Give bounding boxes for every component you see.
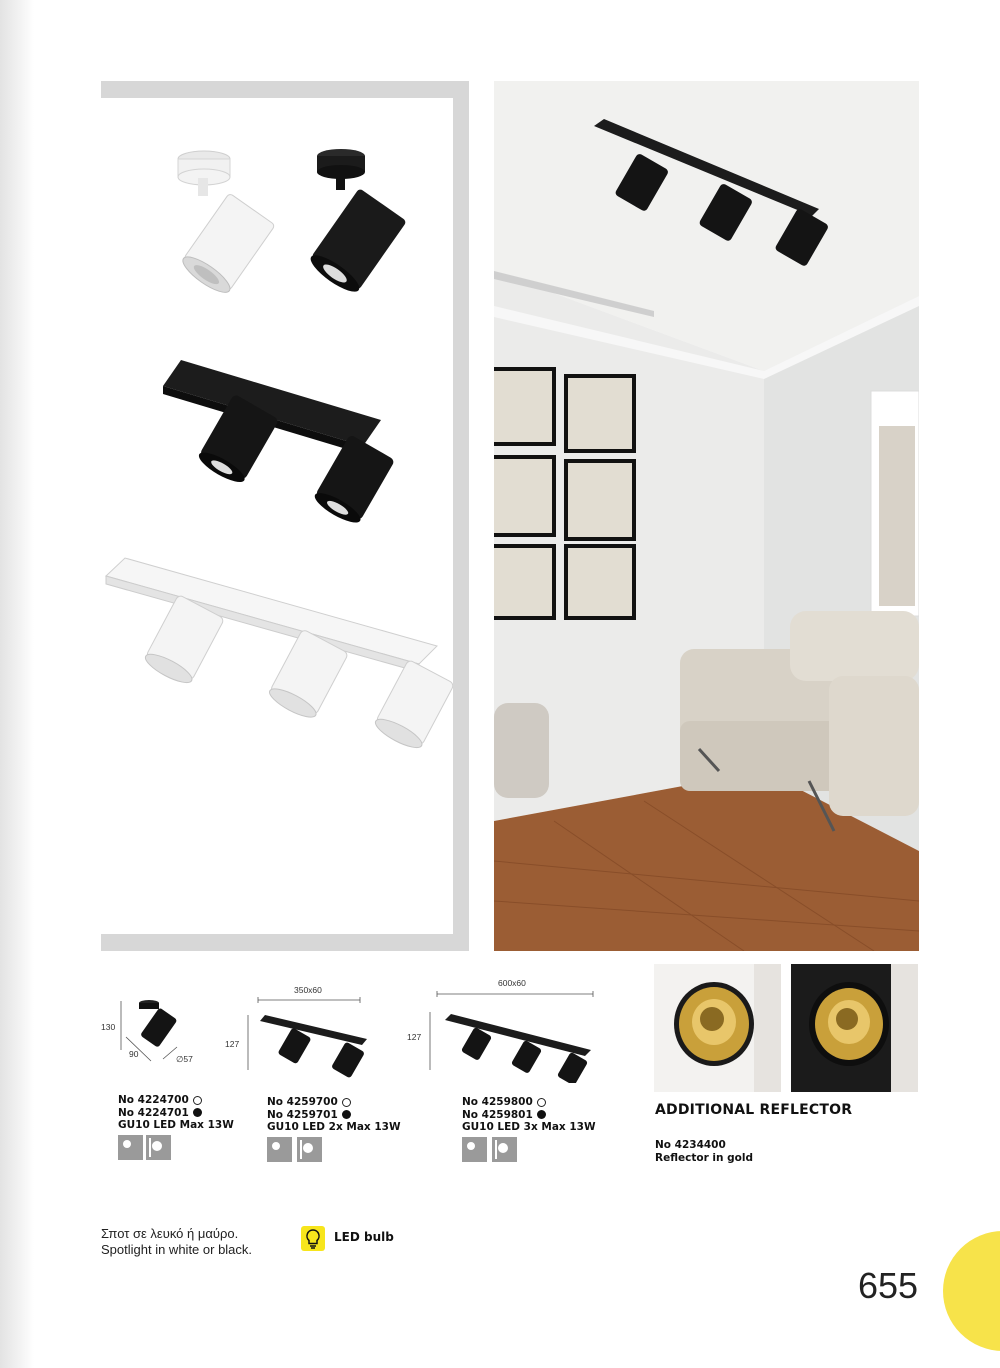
frame-border-right <box>453 81 469 951</box>
page-edge-shadow <box>0 0 34 1368</box>
product-1-height-dimension: 130 <box>101 1022 116 1032</box>
product-3-dimension-drawing <box>425 988 600 1083</box>
product-3-code-black: No 4259801 <box>462 1108 533 1121</box>
product-2-code-white: No 4259700 <box>267 1096 338 1108</box>
product-2-bulb: GU10 LED 2x Max 13W <box>267 1121 401 1133</box>
room-photo <box>494 81 919 951</box>
product-3-size-dimension: 600x60 <box>498 978 526 988</box>
product-3-height-dimension: 127 <box>407 1032 422 1042</box>
page-tab-marker <box>943 1231 1000 1351</box>
single-spot-black-image <box>306 149 407 297</box>
product-1-spec <box>118 1094 234 1132</box>
reflector-title: ADDITIONAL REFLECTOR <box>655 1102 853 1118</box>
product-1-code-white: No 4224700 <box>118 1094 189 1106</box>
description-greek: Σποτ σε λευκό ή μαύρο. <box>101 1226 239 1241</box>
black-finish-icon <box>537 1110 546 1119</box>
single-spot-white-image <box>178 151 275 298</box>
triple-spot-white-image <box>106 558 453 753</box>
product-3-code-white: No 4259800 <box>462 1096 533 1108</box>
frame-border-top <box>101 81 469 98</box>
product-2-height-dimension: 127 <box>225 1039 240 1049</box>
reflector-description: Reflector in gold <box>655 1152 753 1164</box>
frame-border-bottom <box>101 934 469 951</box>
product-1-dimension-drawing <box>101 995 211 1065</box>
adjustable-spot-icon <box>492 1137 517 1162</box>
product-2-spec <box>267 1096 401 1134</box>
product-2-size-dimension: 350x60 <box>294 985 322 995</box>
reflector-info <box>655 1139 753 1165</box>
reflector-code: No 4234400 <box>655 1139 726 1151</box>
ceiling-mount-icon <box>118 1135 143 1160</box>
product-3-bulb: GU10 LED 3x Max 13W <box>462 1121 596 1133</box>
white-finish-icon <box>342 1098 351 1107</box>
product-1-code-black: No 4224701 <box>118 1106 189 1119</box>
white-finish-icon <box>537 1098 546 1107</box>
product-3-spec <box>462 1096 596 1134</box>
product-1-bulb: GU10 LED Max 13W <box>118 1119 234 1131</box>
reflector-white-photo <box>654 964 781 1092</box>
lightbulb-icon <box>301 1226 325 1251</box>
product-2-dimension-drawing <box>240 995 370 1080</box>
white-finish-icon <box>193 1096 202 1105</box>
product-2-code-black: No 4259701 <box>267 1108 338 1121</box>
product-1-width-dimension: 90 <box>129 1049 139 1059</box>
description-english: Spotlight in white or black. <box>101 1242 253 1257</box>
black-finish-icon <box>342 1110 351 1119</box>
double-spot-black-image <box>163 360 395 528</box>
product-1-diameter-dimension: ∅57 <box>176 1054 193 1064</box>
ceiling-mount-icon <box>267 1137 292 1162</box>
product-description <box>101 1226 252 1258</box>
adjustable-spot-icon <box>297 1137 322 1162</box>
page-number: 655 <box>858 1265 919 1306</box>
product-images <box>101 98 453 934</box>
ceiling-mount-icon <box>462 1137 487 1162</box>
adjustable-spot-icon <box>146 1135 171 1160</box>
black-finish-icon <box>193 1108 202 1117</box>
led-bulb-label: LED bulb <box>334 1230 394 1244</box>
reflector-black-photo <box>791 964 918 1092</box>
